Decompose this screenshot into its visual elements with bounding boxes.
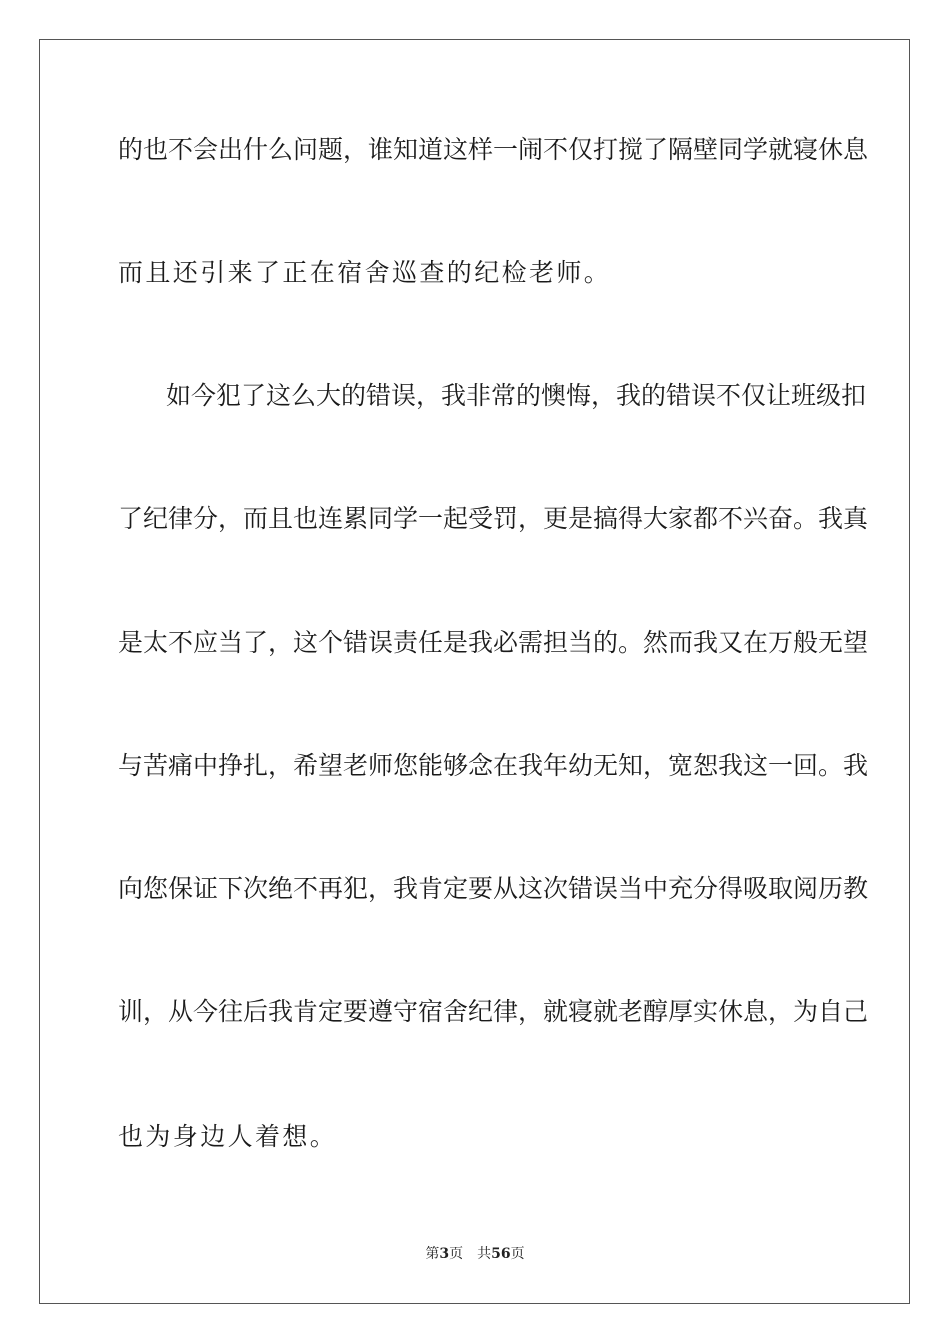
page-border — [39, 39, 910, 1304]
page-number-suffix: 页 — [449, 1246, 464, 1262]
total-pages-prefix: 共 — [477, 1246, 492, 1262]
total-pages-suffix: 页 — [510, 1246, 525, 1262]
total-pages-number: 56 — [491, 1246, 511, 1262]
body-text-line: 了纪律分，而且也连累同学一起受罚，更是搞得大家都不兴奋。我真 — [118, 504, 869, 533]
body-text-line: 而且还引来了正在宿舍巡查的纪检老师。 — [118, 258, 612, 287]
body-text-line: 的也不会出什么问题，谁知道这样一闹不仅打搅了隔壁同学就寝休息 — [118, 135, 869, 164]
current-page-number: 3 — [439, 1246, 450, 1262]
body-text-line: 向您保证下次绝不再犯，我肯定要从这次错误当中充分得吸取阅历教 — [118, 874, 869, 903]
body-text-line: 与苦痛中挣扎，希望老师您能够念在我年幼无知，宽恕我这一回。我 — [118, 751, 869, 780]
page-number-prefix: 第 — [425, 1246, 440, 1262]
body-text-line: 是太不应当了，这个错误责任是我必需担当的。然而我又在万般无望 — [118, 628, 869, 657]
page-footer — [0, 1245, 950, 1263]
body-text-line: 也为身边人着想。 — [118, 1122, 338, 1151]
body-text-line: 训，从今往后我肯定要遵守宿舍纪律，就寝就老醇厚实休息，为自己 — [118, 997, 869, 1026]
paragraph-first-line: 如今犯了这么大的错误，我非常的懊悔，我的错误不仅让班级扣 — [166, 381, 867, 410]
